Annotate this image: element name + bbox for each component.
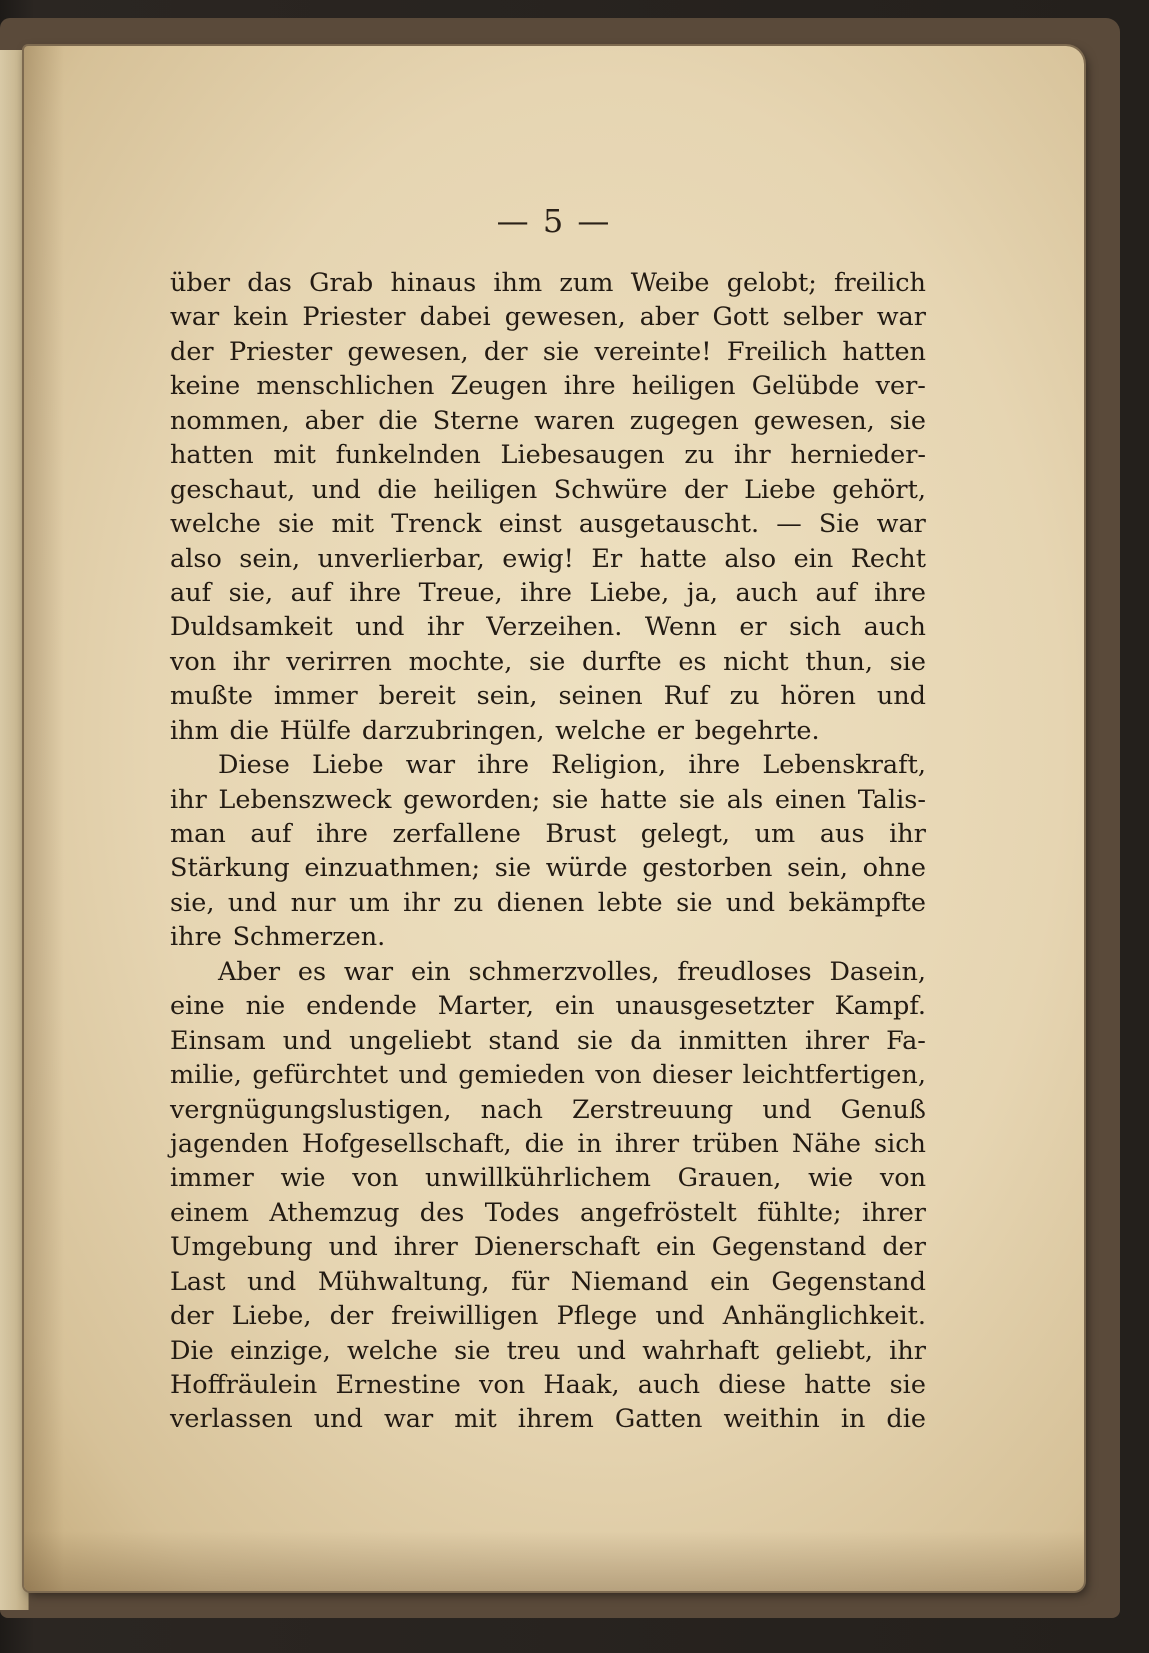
text-line: sie, und nur um ihr zu dienen lebte sie und bekämpfte [170,887,926,918]
text-line: von ihr verirren mochte, sie durfte es nicht thun, sie [170,646,926,677]
text-line: Die einzige, welche sie treu und wahrhaft geliebt, ihr [170,1335,926,1366]
book-page [24,46,1084,1591]
text-line: keine menschlichen Zeugen ihre heiligen Gelübde ver- [170,371,926,402]
text-line: nommen, aber die Sterne waren zugegen gewesen, sie [170,405,926,436]
page-number: — 5 — [496,202,612,240]
text-line: der Liebe, der freiwilligen Pflege und Anhänglichkeit. [170,1301,926,1332]
text-line: auf sie, auf ihre Treue, ihre Liebe, ja, auch auf ihre [170,577,926,608]
text-line: einem Athemzug des Todes angefröstelt fühlte; ihrer [170,1197,926,1228]
text-line: vergnügungslustigen, nach Zerstreuung und Genuß [170,1094,926,1125]
text-line: ihre Schmerzen. [170,922,386,953]
text-line: jagenden Hofgesellschaft, die in ihrer trüben Nähe sich [170,1128,926,1159]
text-line: geschaut, und die heiligen Schwüre der Liebe gehört, [170,474,926,505]
text-line: ihm die Hülfe darzubringen, welche er begehrte. [170,715,820,746]
text-line: eine nie endende Marter, ein unausgesetzter Kampf. [170,991,926,1022]
text-line: Stärkung einzuathmen; sie würde gestorben sein, ohne [170,853,926,884]
text-line: also sein, unverlierbar, ewig! Er hatte also ein Recht [170,543,926,574]
text-line: welche sie mit Trenck einst ausgetauscht. — Sie war [170,509,926,540]
text-line: verlassen und war mit ihrem Gatten weithin in die [170,1404,926,1435]
text-line: Einsam und ungeliebt stand sie da inmitten ihrer Fa- [170,1025,926,1056]
text-line: Last und Mühwaltung, für Niemand ein Gegenstand [170,1266,926,1297]
text-line: der Priester gewesen, der sie vereinte! Freilich hatten [170,336,926,367]
text-line: milie, gefürchtet und gemieden von dieser leichtfertigen, [170,1060,926,1091]
text-line: Hoffräulein Ernestine von Haak, auch diese hatte sie [170,1370,926,1400]
text-line: Umgebung und ihrer Dienerschaft ein Gegenstand der [170,1232,926,1263]
text-line: man auf ihre zerfallene Brust gelegt, um aus ihr [170,819,926,849]
text-line: Duldsamkeit und ihr Verzeihen. Wenn er sich auch [170,612,926,643]
text-line: mußte immer bereit sein, seinen Ruf zu hören und [170,681,926,712]
text-line: war kein Priester dabei gewesen, aber Gott selber war [170,302,926,333]
text-line: ihr Lebenszweck geworden; sie hatte sie als einen Talis- [170,784,926,815]
text-line: immer wie von unwillkührlichem Grauen, wie von [170,1163,926,1194]
text-line: Diese Liebe war ihre Religion, ihre Lebenskraft, [218,750,926,781]
body-text [170,266,926,1437]
text-line: hatten mit funkelnden Liebesaugen zu ihr hernieder- [170,440,926,471]
text-line: Aber es war ein schmerzvolles, freudloses Dasein, [218,956,926,987]
text-line: über das Grab hinaus ihm zum Weibe gelobt; freilich [170,268,926,298]
